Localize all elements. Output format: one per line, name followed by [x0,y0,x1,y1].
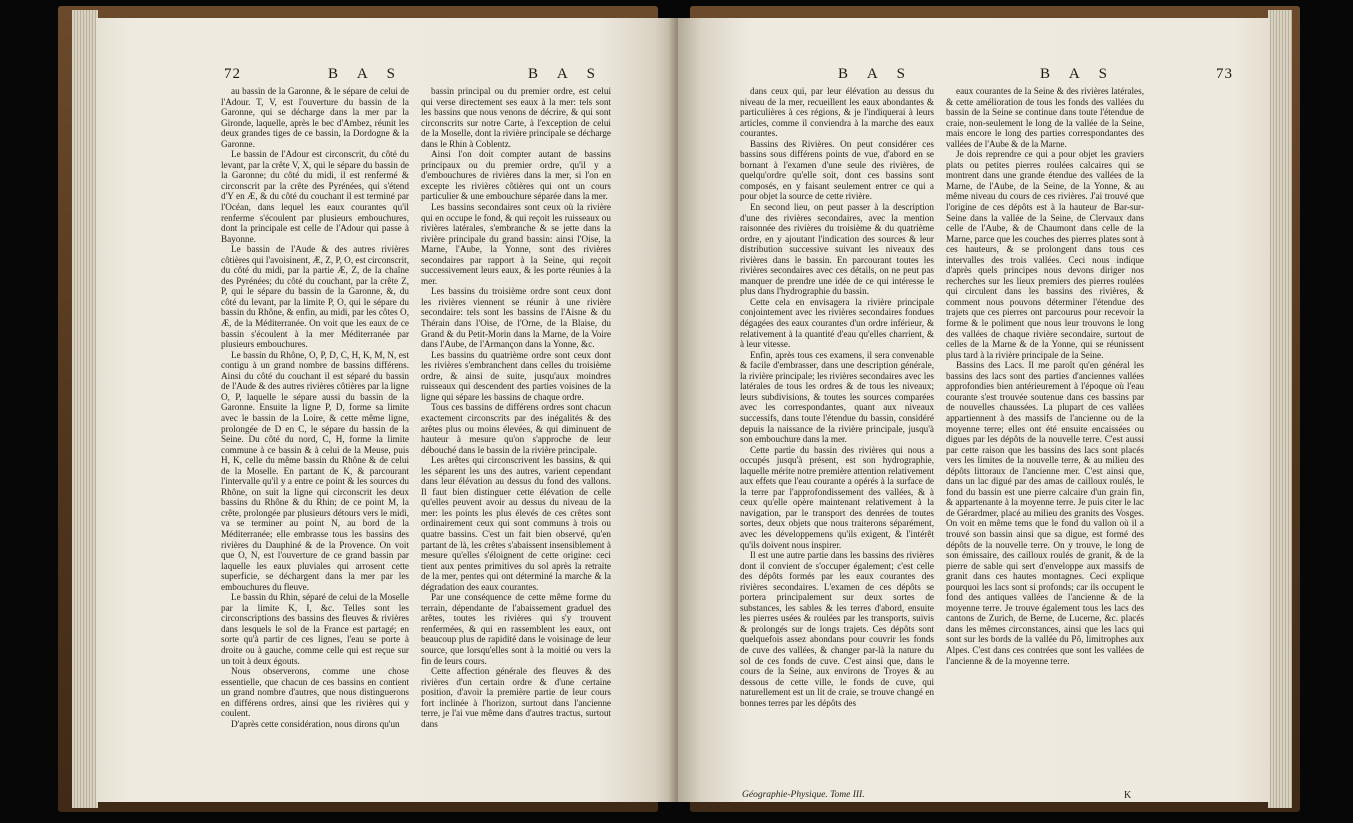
left-page-header [96,66,678,86]
paragraph: eaux courantes de la Seine & des rivières latérales, & cette amélioration de tous les fonds des vallées du bassin de la Seine se continue dans toute l'étendue de craie, non-seulement le long de la vallée de la Seine, mais encore le long des parties correspondantes des vallées de l'Aube & de la Marne. [946,86,1144,149]
paragraph: Le bassin de l'Aude & des autres rivières côtières qui l'avoisinent, Æ, Z, P, O, est circonscrit, du côté du midi, par la partie Æ, Z, de la chaîne des Pyrénées; du côté du couchant, par la crête Z, P, qui le sépare du bassin de la Garonne, &, du côté du levant, par la limite P, O, qui le sépare du bassin du Rhône, & enfin, au midi, par les côtes O, Æ, de la Méditerranée. On voit que les eaux de ce bassin s'écoulent à la mer Méditerranée par plusieurs embouchures. [221,244,409,350]
left-page [96,18,678,802]
paragraph: Les bassins du quatrième ordre sont ceux dont les rivières s'embranchent dans celles du troisième ordre, & ainsi de suite, jusqu'aux moindres ruisseaux qui descendent des parties voisines de la ligne qui sépare les bassins de chaque ordre. [421,349,611,402]
paragraph: Bassins des Rivières. On peut considérer ces bassins sous différens points de vue, d'abord en se bornant à l'examen d'une seule des rivières, de quelqu'ordre qu'elle soit, dont ces bassins sont composés, en y faisant seulement entrer ce qui a pour objet la source de cette rivière. [740,138,934,202]
running-head: B A S [328,66,404,82]
right-page [678,18,1270,802]
paragraph: Les bassins du troisième ordre sont ceux dont les rivières viennent se réunir à une rivière secondaire: tels sont les bassins de l'Aisne & du Thérain dans l'Oise, de l'Orne, de la Blaise, du Grand & du Petit-Morin dans la Marne, de la Voire dans l'Aube, de l'Armançon dans la Yonne, &c. [421,286,611,350]
volume-footer: Géographie-Physique. Tome III. [742,790,865,800]
paragraph: Cette cela en envisagera la rivière principale conjointement avec les rivières secondaires fondues dégagées des eaux courantes d'un ordre inférieur, & relativement à la quantité d'eau qu'elles charrient, & à leur vitesse. [740,296,934,350]
left-page-edges [72,10,98,808]
paragraph: Le bassin du Rhône, O, P, D, C, H, K, M, N, est contigu à un grand nombre de bassins différens. Ainsi du côté du couchant il est séparé du bassin de l'Aude & des autres rivières côtières par la ligne O, P, laquelle le sépare aussi du bassin de la Garonne. Ensuite la ligne P, D, forme sa limite avec le bassin de la Loire, & cette même ligne, prolongée de D en C, le sépare du bassin de la Seine. Du côté du nord, C, H, forme la limite commune à ce bassin & à celui de la Meuse, puis H, K, celle du même bassin du Rhône & de celui de la Moselle. En partant de K, & parcourant l'intervalle qu'il y a entre ce point & les sources du Rhône, on suit la ligne qui circonscrit les deux bassins du Rhône & du Rhin; de ce point M, la crête, prolongée par plusieurs détours vers le midi, va se terminer au point N, au bord de la Méditerranée; elle embrasse tous les bassins des rivières du Dauphiné & de la Provence. On voit que O, N, est l'ouverture de ce grand bassin par laquelle les eaux pluviales qui arrosent cette superficie, se déchargent dans la mer par les embouchures du fleuve. [221,349,409,592]
right-page-edges [1268,10,1292,808]
paragraph: Les arêtes qui circonscrivent les bassins, & qui les séparent les uns des autres, varient cependant dans leur élévation au dessus du fond des vallons. Il faut bien distinguer cette élévation de celle qu'elles peuvent avoir au dessus du niveau de la mer: les points les plus élevés de ces crêtes sont ordinairement ceux qui sont communs à trois ou quatre bassins. C'est un fait bien observé, qu'en partant de là, les crêtes s'abaissent insensiblement à mesure qu'elles s'éloignent de cette origine: ceci tient aux pentes primitives du sol après la retraite de la mer, pentes qui ont déterminé la marche & la dégradation des eaux courantes. [421,455,611,592]
paragraph: D'après cette considération, nous dirons qu'un [231,718,400,729]
paragraph: Ainsi l'on doit compter autant de bassins principaux ou du premier ordre, qu'il y a d'embouchures de rivières dans la mer, si l'on en excepte les rivières côtières qui ont un cours particulier & une embouchure séparée dans la mer. [421,149,611,202]
paragraph: Le bassin du Rhin, séparé de celui de la Moselle par la limite K, I, &c. Telles sont les circonscriptions des bassins des fleuves & rivières dans lesquels le sol de la France est partagé; en sorte qu'à partir de ces lignes, l'eau se porte à droite ou à gauche, comme celle qui est reçue sur un toit à deux égouts. [221,592,409,666]
paragraph: Cette affection générale des fleuves & des rivières d'un certain ordre & d'une certaine position, d'avoir la première partie de leur cours fort inclinée à l'horizon, surtout dans l'ancienne terre, je l'ai vue même dans d'autres tractus, surtout dans [421,666,611,729]
page-number: 72 [224,66,241,82]
paragraph: Tous ces bassins de différens ordres sont chacun exactement circonscrits par des inégalités & des arêtes plus ou moins élevées, & qui diminuent de hauteur à mesure qu'on s'approche de leur débouché dans le bassin de la rivière principale. [421,402,611,455]
paragraph: En second lieu, on peut passer à la description d'une des rivières secondaires, avec la mention raisonnée des rivières du troisième & du quatrième ordre, en y ajoutant l'indication des sources & leur distribution successive suivant les niveaux des rivières dans le bassin. En parcourant toutes les rivières secondaires avec ces détails, on ne peut pas manquer de prendre une idée de ce qui intéresse le plus dans l'hydrographie du bassin. [740,202,934,297]
paragraph: Bassins des Lacs. Il me paroît qu'en général les bassins des lacs sont des parties d'anciennes vallées approfondies bien antérieurement à l'époque où l'eau courante s'est trouvée soutenue dans ces bassins par de nouvelles chaussées. La plupart de ces vallées appartiennent à des massifs de l'ancienne ou de la moyenne terre; elles ont été ensuite encaissées ou digues par les dépôts de la nouvelle terre. C'est aussi par cette raison que les bassins des lacs sont placés vers les limites de la nouvelle terre, & au milieu des dépôts littoraux de l'ancienne mer. C'est ainsi que, dans un lac digué par des amas de cailloux roulés, le fond du bassin est une pierre calcaire d'un grain fin, & appartenante à la moyenne terre. Je puis citer le lac de Gérardmer, placé au milieu des granits des Vosges. On voit en même tems que le fond du vallon où il a trouvé son bassin ainsi que sa digue, est formé des dépôts de la nouvelle terre. On y trouve, le long de son émissaire, des cailloux roulés de granit, & de la pierre de sable qui sert d'enveloppe aux massifs de granit dans ces hautes montagnes. Ceci explique pourquoi les lacs sont si profonds; car ils occupent le fond des antiques vallées de l'ancienne & de la moyenne terre. Je trouve également tous les lacs des cantons de Zurich, de Berne, de Lucerne, &c. placés dans les mêmes circonstances, ainsi que les lacs qui sont sur les bords de la vallée du Pô, limitrophes aux Alpes. C'est dans ces contrées que sont les vallées de l'ancienne & de la moyenne terre. [946,360,1144,666]
paragraph: au bassin de la Garonne, & le sépare de celui de l'Adour. T, V, est l'ouverture du bassin de la Garonne, qui se décharge dans la mer par la Gironde, laquelle, après le bec d'Ambez, réunit les deux grandes tiges de ce bassin, la Dordogne & la Garonne. [221,86,409,149]
text-column-right [421,86,611,804]
paragraph: Cette partie du bassin des rivières qui nous a occupés jusqu'à présent, est son hydrographie, laquelle mérite notre première attention relativement aux effets que l'eau courante a opérés à la surface de la terre par l'approfondissement des vallées, & à ceux qu'elle opère maintenant relativement à la navigation, par le transport des denrées de toutes sortes, deux objets que nous traiterons séparément, avec les développemens qu'ils exigent, & l'intérêt qu'ils doivent nous inspirer. [740,444,934,550]
paragraph: Enfin, après tous ces examens, il sera convenable & facile d'embrasser, dans une description générale, la rivière principale; les rivières secondaires avec les latérales de tous les ordres & de tous les niveaux; leurs subdivisions, & toutes les sources comparées avec les correspondantes, quant aux niveaux successifs, dans toute l'étendue du bassin, considéré depuis la naissance de la rivière principale, jusqu'à son embouchure dans la mer. [740,349,934,445]
paragraph: Nous observerons, comme une chose essentielle, que chacun de ces bassins en contient un grand nombre d'autres, que nous distinguerons en différens ordres, ainsi que les rivières qui y coulent. [221,666,409,719]
running-head-col2: B A S [528,66,604,82]
page-number: 73 [1216,66,1233,82]
text-column-left [221,86,409,786]
paragraph: Il est une autre partie dans les bassins des rivières dont il convient de s'occuper également; c'est celle des dépôts formés par les eaux courantes des rivières secondaires. L'examen de ces dépôts se portera principalement sur deux sortes de substances, les sables & les terres d'abord, ensuite les pierres usées & roulées par les transports, suivis & prolongés sur de longs trajets. Ces dépôts sont quelquefois assez abondans pour couvrir les fonds de cuve des vallées, & changer par-là la nature du sol de ces fonds de cuve. C'est ainsi que, dans le cours de la Seine, aux environs de Troyes & au dessous de cette ville, le fonds de cuve, qui naturellement est un lit de craie, se trouve changé en bonnes terres par les dépôts des [740,550,934,708]
running-head-col1: B A S [838,66,914,82]
signature-mark: K [1124,790,1132,801]
text-column-right [946,86,1144,792]
paragraph: dans ceux qui, par leur élévation au dessus du niveau de la mer, recueillent les eaux abondantes & particulières à ces régions, & je l'indiquerai à leurs articles, comme il conviendra à la marche des eaux courantes. [740,86,934,139]
paragraph: Je dois reprendre ce qui a pour objet les graviers plats ou petites pierres roulées calcaires qui se montrent dans une grande étendue des vallées de la Marne, de l'Aube, de la Seine, de la Yonne, & au même niveau du cours de ces rivières. J'ai trouvé que l'origine de ces dépôts est à la hauteur de Bar-sur-Seine dans la vallée de la Seine, de Clervaux dans celle de l'Aube, & de Chaumont dans celle de la Marne, parce que les couches des pierres plates sont à ces hauteurs, & se prolongent dans tous ces intervalles des trois vallées. Ceci nous indique d'après quels principes nous devons diriger nos recherches sur les lieux premiers des pierres roulées qui circulent dans les bassins des rivières, & comment nous pouvons déterminer l'étendue des trajets que ces pierres ont parcourus pour recevoir la forme & le poliment que nous leur trouvons le long des vallées de chaque rivière secondaire, surtout de celles de la Marne & de la Yonne, qui se réunissent plus tard à la rivière principale de la Seine. [946,149,1144,360]
text-column-left [740,86,934,788]
paragraph: Par une conséquence de cette même forme du terrain, dépendante de l'abaissement graduel des arêtes, toutes les rivières qui s'y trouvent renfermées, & qui en rassemblent les eaux, ont beaucoup plus de rapidité dans le voisinage de leur source, que lorsqu'elles sont à la moitié ou vers la fin de leurs cours. [421,592,611,666]
paragraph: bassin principal ou du premier ordre, est celui qui verse directement ses eaux à la mer: tels sont les bassins que nous venons de décrire, & qui sont circonscrits sur notre Carte, à l'exception de celui de la Moselle, dont la rivière principale se décharge dans le Rhin à Coblentz. [421,86,611,149]
right-page-header [678,66,1270,86]
paragraph: Le bassin de l'Adour est circonscrit, du côté du levant, par la crête V, X, qui le sépare du bassin de la Garonne; du côté du midi, il est renfermé & circonscrit par la crête des Pyrénées, qui s'étend d'Y en Æ, & du côté du couchant il est terminé par l'Océan, dans lequel les eaux courantes qu'il renferme s'écoulent par plusieurs embouchures, dont la principale est celle de l'Adour qui passe à Bayonne. [221,149,409,244]
running-head: B A S [1040,66,1116,82]
paragraph: Les bassins secondaires sont ceux où la rivière qui en occupe le fond, & qui reçoit les ruisseaux ou rivières latérales, s'embranche & se jette dans la rivière principale du grand bassin: ainsi l'Oise, la Marne, l'Aube, la Yonne, sont des rivières secondaires par rapport à la Seine, qui reçoit successivement leurs eaux, & les porte réunies à la mer. [421,202,611,286]
